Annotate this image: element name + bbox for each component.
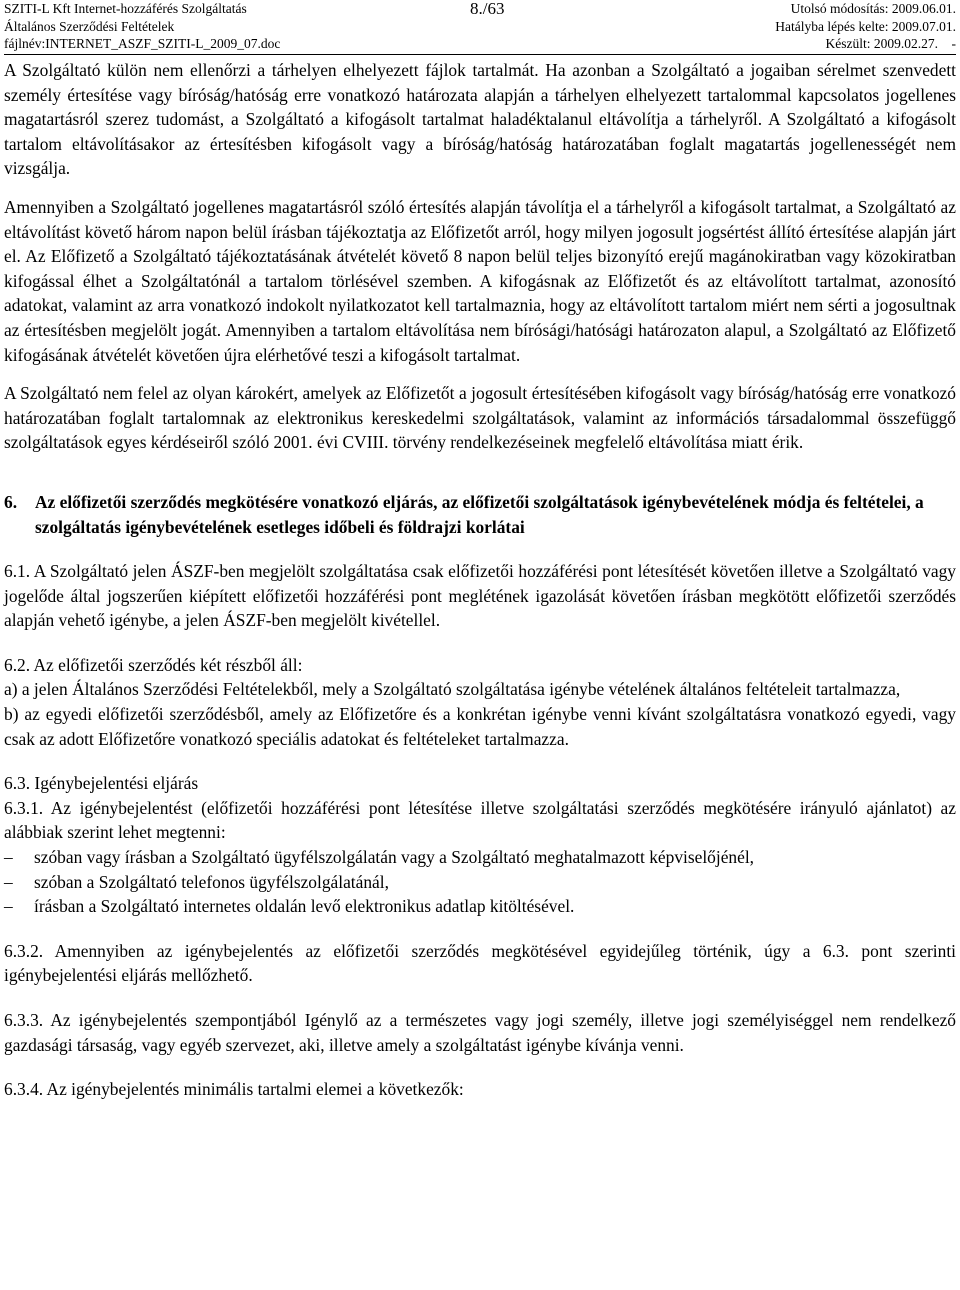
header-divider bbox=[4, 54, 956, 55]
list-item-text: írásban a Szolgáltató internetes oldalán levő elektronikus adatlap kitöltésével. bbox=[34, 896, 575, 917]
list-item bbox=[4, 894, 956, 919]
paragraph-6-3-3: 6.3.3. Az igénybejelentés szempontjából Igénylő az a természetes vagy jogi személy, illetve jogi személyiséggel nem rendelkező gazdasági társaság, vagy egyéb szervezet, aki, illetve amely a szolgáltatást igénybe kívánja venni. bbox=[4, 1010, 956, 1055]
paragraph-6-2-a: a) a jelen Általános Szerződési Feltételekből, mely a Szolgáltató szolgáltatása igénybe vételének általános feltételeit tartalmazza, bbox=[4, 679, 901, 700]
paragraph-6-3-1: 6.3.1. Az igénybejelentést (előfizetői hozzáférési pont létesítése illetve szolgáltatási szerződés megkötésére irányuló ajánlatot) az alábbiak szerint lehet megtenni: bbox=[4, 797, 956, 843]
paragraph-removal-notice: Amennyiben a Szolgáltató jogellenes magatartásról szóló értesítés alapján távolítja el a tárhelyről a kifogásolt tartalmat, a Szolgáltató az eltávolítást követő három napon belül írásban tájékoztatja az Előfizetőt arról, hogy milyen jogosult jogsértést állító értesítése alapján járt el. Az Előfizető a Szolgáltató tájékoztatásának átvételét követő 8 napon belül teljes bizonyító erejű magánokiratban vagy közokiratban kifogással élhet a Szolgáltatónál a tartalom törlésével szemben. A kifogásnak az Előfizetőt és az eltávolított tartalmat, azonosító adatokat, valamint az arra vonatkozó indokolt nyilatkozatot kell tartalmaznia, hogy az eltávolított tartalom miért nem sérti a jogosultnak az értesítésben megjelölt jogát. Amennyiben a tartalom eltávolítása nem bírósági/hatósági határozaton alapul, a Szolgáltató az Előfizető kifogásának átvételét követően újra elérhetővé teszi a kifogásolt tartalmat. bbox=[4, 196, 956, 365]
list-dash: – bbox=[4, 871, 13, 892]
header-row-2 bbox=[4, 18, 956, 36]
file-name: fájlnév:INTERNET_ASZF_SZITI-L_2009_07.doc bbox=[4, 36, 281, 51]
list-dash: – bbox=[4, 896, 13, 917]
paragraph-6-3-4: 6.3.4. Az igénybejelentés minimális tartalmi elemei a következők: bbox=[4, 1079, 464, 1100]
last-modified: Utolsó módosítás: 2009.06.01. bbox=[790, 1, 956, 16]
document-body bbox=[4, 58, 956, 1102]
page-number: 8./63 bbox=[470, 0, 505, 18]
heading-6-3: 6.3. Igénybejelentési eljárás bbox=[4, 773, 199, 794]
list-item-text: szóban vagy írásban a Szolgáltató ügyfélszolgálatán vagy a Szolgáltató meghatalmazott képviselőjénél, bbox=[34, 847, 755, 868]
list-dash: – bbox=[4, 847, 13, 868]
section-6-heading bbox=[4, 490, 956, 539]
section-6-title: Az előfizetői szerződés megkötésére vonatkozó eljárás, az előfizetői szolgáltatások igénybevételének módja és feltételei, a szolgáltatás igénybevételének esetleges időbeli és földrajzi korlátai bbox=[35, 491, 924, 537]
paragraph-liability: A Szolgáltató nem felel az olyan károkért, amelyek az Előfizetőt a jogosult értesítésében kifogásolt vagy bíróság/hatóság erre vonatkozó határozatában foglalt tartalomnak az elektronikus kereskedelmi szolgáltatások, valamint az információs társadalommal összefüggő szolgáltatások egyes kérdéseiről szóló 2001. évi CVIII. törvény rendelkezéseinek megfelelő eltávolítása miatt érik. bbox=[4, 383, 956, 453]
company-name: SZITI-L Kft Internet-hozzáférés Szolgáltatás bbox=[4, 1, 247, 16]
paragraph-hosting-content: A Szolgáltató külön nem ellenőrzi a tárhelyen elhelyezett fájlok tartalmát. Ha azonban a Szolgáltató a jogaiban sérelmet szenvedett személy értesítése vagy bíróság/hatóság erre vonatkozó határozata alapján a tárhelyen elhelyezett tartalommal kapcsolatos jogellenes magatartásról szerez tudomást, a Szolgáltató a kifogásolt tartalmat haladéktalanul eltávolítja a tárhelyről. A Szolgáltató a kifogásolt tartalom eltávolításakor az értesítésben kifogásolt vagy a bíróság/hatóság határozatában foglalt magatartás jogellenességét nem vizsgálja. bbox=[4, 60, 956, 179]
list-item-text: szóban a Szolgáltató telefonos ügyfélszolgálatánál, bbox=[34, 871, 389, 892]
list-item bbox=[4, 845, 956, 870]
paragraph-6-3-2: 6.3.2. Amennyiben az igénybejelentés az előfizetői szerződés megkötésével egyidejűleg történik, úgy a 6.3. pont szerinti igénybejelentési eljárás mellőzhető. bbox=[4, 940, 956, 986]
created-date: Készült: 2009.02.27. bbox=[825, 36, 938, 51]
header-row-3 bbox=[4, 35, 956, 53]
paragraph-6-1: 6.1. A Szolgáltató jelen ÁSZF-ben megjelölt szolgáltatása csak előfizetői hozzáférési pont létesítését követően illetve a Szolgáltató vagy jogelőde által jogszerűen kiépített előfizetői hozzáférési pont meglétének igazolását követően írásban megkötött előfizetői szerződés alapján vehető igénybe, a jelen ÁSZF-ben megjelölt kivétellel. bbox=[4, 561, 956, 631]
paragraph-6-2-intro: 6.2. Az előfizetői szerződés két részből áll: bbox=[4, 654, 303, 675]
page-header bbox=[4, 0, 956, 55]
document-type: Általános Szerződési Feltételek bbox=[4, 18, 175, 34]
header-dash: - bbox=[951, 36, 956, 51]
list-item bbox=[4, 870, 956, 895]
header-row-1 bbox=[4, 0, 956, 18]
paragraph-6-2-b: b) az egyedi előfizetői szerződésből, amely az Előfizetőre és a konkrétan igénybe venni kívánt szolgáltatásra vonatkozó egyedi, vagy csak az adott Előfizetőre vonatkozó speciális adatokat és feltételeket tartalmazza. bbox=[4, 704, 956, 749]
section-6-number: 6. bbox=[4, 491, 18, 512]
effective-date: Hatályba lépés kelte: 2009.07.01. bbox=[775, 18, 956, 34]
